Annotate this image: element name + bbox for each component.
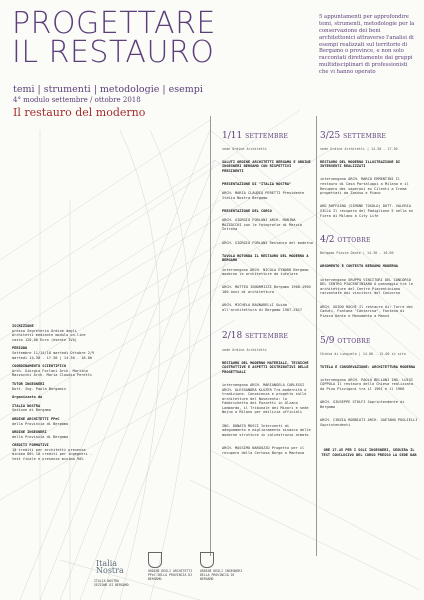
crest-icon (148, 552, 162, 568)
engineers-logo: ORDINE DEGLI INGEGNERI DELLA PROVINCIA DI BERGAMO (200, 552, 246, 582)
schedule-column-2 (320, 126, 418, 462)
session-text: ARD ROFFAINO (SIMONE TOSOLO) DOTT. VALERIA VILLA Il recupero del Padiglione 5 nella ex Fiera di Milano a City Life (320, 204, 414, 218)
session-text: ARCH. MATTEO IGNORMIZZI Bergamo 1900-1950 100 anni di architettura (222, 285, 311, 294)
venue: Bergamo Piazza Dante | 14.30 - 18.00 (320, 251, 394, 256)
session-heading: PRESENTAZIONE DI "ITALIA NOSTRA" (222, 182, 292, 187)
session-text: ARCH. GIORGIO FORLANI Restauro del moderno (222, 240, 313, 245)
session-text: ARCH. GIORGIO FORLANI ARCH. MARINA MAZZOCCHI con le fotografie di Marzio Introna (222, 218, 303, 232)
logo-caption: ITALIA NOSTRA SEZIONE DI BERGAMO (94, 579, 129, 587)
venue: sede Ordine Architetti (222, 146, 267, 151)
topic-heading: Il restauro del moderno (13, 106, 146, 119)
session-heading: RESTAURO DEL MODERNO ILLUSTRAZIONE DI INTERVENTI REALIZZATI (320, 159, 401, 169)
session-text: ARCH. MARIA CLAUDIA PERETTI Presidente Italia Nostra Bergamo (222, 191, 305, 200)
venue: sede Ordine Architetti | 14.30 - 17.30 (320, 146, 398, 151)
session-heading: RESTAURO DEL MODERNO MATERIALI, TECNICHE COSTRUTTIVE E ASPETTI DISTRIBUTIVI DELLE PROGETTUALI (222, 360, 309, 374)
date-heading: 4/2 OTTOBRE (320, 235, 371, 246)
intro-text: 5 appuntamenti per approfondire temi, strumenti, metodologie per la conservazione dei beni architettonici attraverso l'analisi di esempi realizzati sul territorio di Bergamo o province, e non solo raccontati direttamente dai gruppi multidisciplinari di professionisti che vi hanno operato (319, 14, 415, 75)
info-text: della Provincia di Bergamo (12, 434, 69, 439)
subtitle: temi | strumenti | metodologie | esempi (13, 84, 203, 95)
architects-logo: ORDINE DEGLI ARCHITETTI PPeC DELLA PROVINCIA DI BERGAMO (148, 552, 194, 582)
info-panel (12, 320, 97, 462)
info-text: 10 crediti per architetti presenza minima 80% 10 crediti per ingegneri - test finale e presenza minima 90% (12, 447, 93, 462)
info-heading: PERIODO (12, 346, 28, 351)
info-heading: COORDINAMENTO SCIENTIFICO (12, 364, 67, 369)
info-heading: ISCRIZIONE (12, 324, 34, 328)
session-text: intervengono ARCH. MARIANGELA CARLESSI ARCH. ALESSANDRA KLUZER Tra modernità e tradizione. Conoscenza e progetto sulle architetture del Novecento: la Fabbrichetta dei Pozzetti in Alzano Lombardo, il Tribunale dei Minori e sede Wojno a Milano per edilizia ufficiali (222, 382, 309, 415)
title-line-2: IL RESTAURO (12, 34, 215, 70)
info-text: Sezione di Bergamo (12, 408, 51, 413)
page-title (12, 6, 216, 70)
session-heading: ARGOMENTO E CONTESTO BERGAMO MODERNA (320, 264, 398, 269)
info-heading: TUTOR INGEGNERI (12, 381, 45, 386)
info-heading: CREDITI FORMATIVI (12, 443, 49, 448)
italia-nostra-logo: Italia Nostra (96, 559, 124, 576)
closing-note: ORE 17.45 PER I SOLI INGEGNERI, SEGUIRà IL TEST CONCLUSIVO DEL CORSO PRESSO LA SEDE DAB (321, 448, 417, 457)
date-heading: 3/25 SETTEMBRE (320, 130, 387, 141)
session-text: ING. DONATO MUSCI Interventi di adeguamento e miglioramento sismico delle moderne strutture in calcestruzzo armato (222, 423, 311, 437)
info-heading: ORDINE ARCHITETTI PPeC (12, 416, 60, 421)
session-text: ARCH. GIUSEPPE STOLFI Soprintendente di Bergamo (320, 400, 405, 409)
info-text: Arch. Giorgio Forlani Arch. Martina Mazzocchi Arch. Maria Claudia Peretti (12, 368, 93, 378)
date-heading: 2/18 SETTEMBRE (222, 331, 289, 342)
info-text: Settembre 11/14/18 martedì Ottobre 2/9 martedì 14.30 - 17.30 | 14.30 - 18.00 (12, 350, 95, 360)
session-heading: PRESENTAZIONE DEL CORSO (222, 209, 272, 213)
session-text: intervengono ARCH. MARCO ERMENTINI Il restauro di Casa Portaluppi a Milano e il Recupero dei saperoni ex Cilenti a Crema progettati da Zanuso e Piano (320, 177, 409, 196)
crest-icon (200, 552, 214, 568)
info-text: presso Segreteria Ordine degli Architetti mediante modulo on-line costo 120,00 Euro (esente IVA) (12, 328, 86, 342)
venue: sede Ordine Architetti (222, 347, 267, 352)
venue: Chiesa di Longuelo | 14.00 - 15.00 in sito (320, 351, 406, 356)
session-text: intervengono ARCH. PAOLO BELLONI ING. LUIGI COPPOLA Il restauro della Chiesa realizzata da Pino Pizzigoni tra il 1961 e il 1966 (320, 377, 414, 391)
schedule-column-1 (222, 126, 314, 460)
module-dates: 4° modulo settembre / ottobre 2018 (13, 96, 141, 104)
session-heading: TUTELA E CONSERVAZIONE: ARCHITETTURA MODERNA (320, 364, 416, 369)
column-divider (316, 116, 317, 556)
session-text: ARCH. MICHELA BAGNARELLI Guida all'architettura di Bergamo 1907-2017 (222, 303, 303, 312)
info-heading: Organizzato da (12, 395, 43, 400)
session-text: intervengono GRUPPO VINCITORI DEL CONCORSO DEL CENTRO PIACENTINIANO A passeggio tra le architetture del Centro Piacentiniano raccontate dai vincitori del Concorso (320, 277, 414, 296)
session-text: intervengono ARCH. NICOLA EYNARD Bergamo moderno le architetture da tutelare (222, 267, 309, 277)
session-text: ARCH. MASSIMO NAROUZZO Progetto per il recupero della Certosa Borgo a Mantova (222, 446, 305, 455)
info-heading: ORDINE INGEGNERI (12, 430, 47, 435)
session-heading: TAVOLA ROTONDA IL RESTAURO DEL MODERNO A BERGAMO (222, 253, 309, 263)
date-heading: 5/9 OTTOBRE (320, 335, 371, 346)
column-divider (210, 116, 211, 556)
info-text: Dott. Ing. Paola Bergamin (12, 386, 67, 391)
info-heading: ITALIA NOSTRA (12, 403, 41, 408)
title-line-1: PROGETTARE (12, 6, 216, 41)
session-text: ARCH. GUIDO ROCHI Il restauro di: Torre dei Caduti, Fontana "Contarina", Fontana di Piazza Dante e Monumento a Manzù (320, 304, 414, 318)
date-heading: 1/11 SETTEMBRE (222, 130, 289, 141)
info-text: della Provincia di Bergamo (12, 421, 69, 426)
session-text: SALUTI ORDINE ARCHITETTI BERGAMO E ORDINE INGEGNERI BERGAMO CON RISPETTIVI PRESIDENTI (222, 159, 311, 173)
session-text: ARCH. CINZIA ROBBIATI ARCH. GAETANO PUGLIELLI Soprintendenti (320, 417, 418, 427)
